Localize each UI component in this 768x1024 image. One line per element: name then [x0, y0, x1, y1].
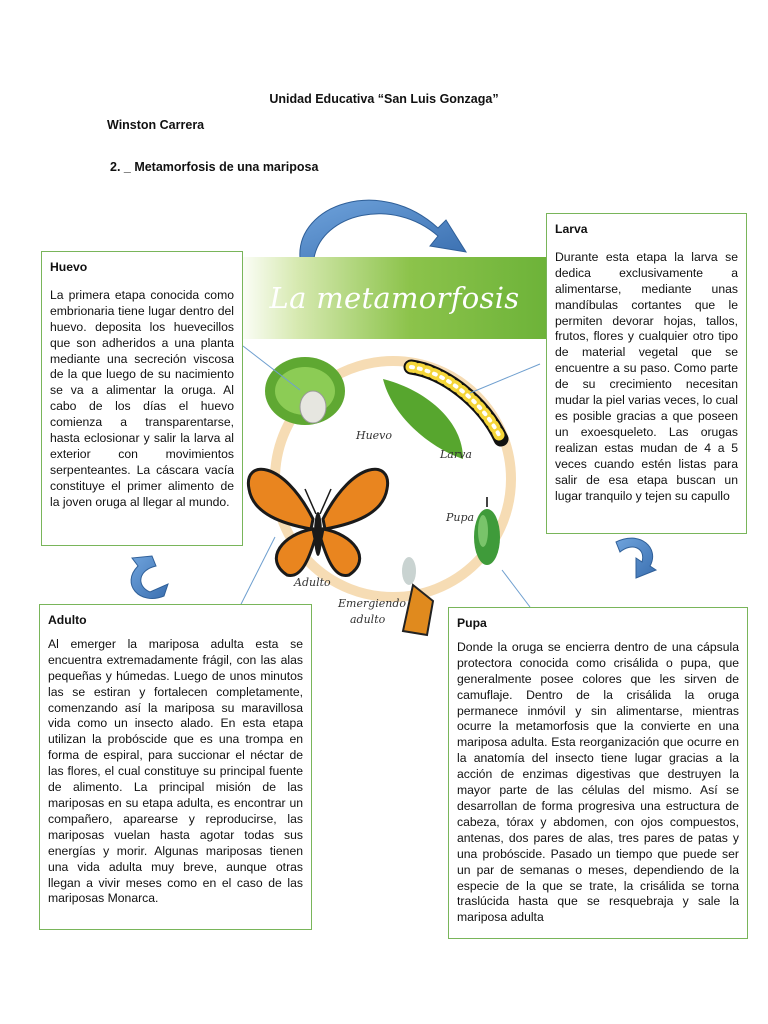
stage-label-emergiendo-adulto: adulto — [350, 613, 386, 626]
pupa-box-text: Donde la oruga se encierra dentro de una cápsula protectora conocida como crisálida o pupa, que generalmente posee colores que les sirven de camuflaje. Dentro de la crisálida la oruga permanece inmóvil y sin alimentarse, mientras ocurre la metamorfosis que la convierte en una mariposa adulta. Esta reorganización que ocurre en la anatomía del insecto tiene lugar gracias a la acción de enzimas digestivas que destruyen la mayor parte de las células del mismo. Así se desarrollan de forma progresiva una estructura de cabeza, tórax y abdomen, con ojos compuestos, antenas, dos pares de alas, tres pares de patas y una probóscide. Pasado un tiempo que puede ser un par de semanas o meses, dependiendo de la especie de la que se trate, la crisálida se torna traslúcida hasta que se resquebraja y sale la mariposa adulta — [457, 639, 739, 925]
left-curved-arrow-icon — [131, 556, 168, 599]
huevo-box-title: Huevo — [50, 260, 88, 274]
pupa-box — [448, 607, 748, 939]
adulto-box — [39, 604, 312, 930]
stage-label-larva: Larva — [440, 448, 472, 461]
top-curved-arrow-icon — [300, 200, 466, 258]
author-name: Winston Carrera — [107, 118, 205, 132]
huevo-box-text: La primera etapa conocida como embrionaria tiene lugar dentro del huevo. deposita los huevecillos que son adheridos a una planta mediante una secreción viscosa de la que luego de su nacimiento se va a alimentar la oruga. Al cabo de los días el huevo comienza a transparentarse, hasta eclosionar y salir la larva al exterior con movimientos serpenteantes. La cáscara vacía constituye el primer alimento de la joven oruga al llegar al mundo. — [50, 287, 234, 509]
larva-box-text: Durante esta etapa la larva se dedica exclusivamente a alimentarse, mediante unas mandíbulas cortantes que le permiten devorar hojas, tallos, frutos, flores y cualquier otro tipo de material vegetal que se encuentre a su paso. Como parte de su crecimiento necesitan mudar la piel varias veces, lo cual es posible gracias a que poseen un exoesqueleto. Las orugas realizan estas mudan de 4 a 5 veces cuando estén listas para salir de esa etapa buscan un lugar tranquilo y tejen su capullo — [555, 249, 738, 503]
pupa-box-title: Pupa — [457, 616, 487, 630]
chrysalis-icon — [474, 497, 500, 565]
caterpillar-icon — [383, 367, 501, 459]
monarch-butterfly-icon — [248, 469, 387, 575]
adulto-box-title: Adulto — [48, 613, 87, 627]
larva-box — [546, 213, 747, 534]
life-cycle-diagram — [243, 339, 546, 639]
stage-label-emergiendo: Emergiendo — [338, 597, 407, 610]
egg-on-leaf-icon — [265, 357, 345, 425]
stage-label-huevo: Huevo — [356, 429, 393, 442]
school-name: Unidad Educativa “San Luis Gonzaga” — [269, 92, 499, 106]
adulto-box-text: Al emerger la mariposa adulta esta se encuentra extremadamente frágil, con las alas pequeñas y húmedas. Luego de unos minutos las se estiran y fortalecen completamente, comenzando así la mariposa su maravillosa vida como un insecto alado. En esta etapa utilizan la probóscide que es una trompa en forma de espiral, para succionar el néctar de las flores, el cual constituye su principal fuente de alimento. La principal misión de las mariposas en su etapa adulta, es encontrar un compañero, aparearse y reproducirse, las mariposas vuelan hasta agotar todas sus energías y morir. Algunas mariposas tienen una vida adulta muy breve, aunque otras llegan a vivir meses como en el caso de las mariposas Monarca. — [48, 636, 303, 906]
huevo-box — [41, 251, 243, 546]
stage-label-adulto: Adulto — [294, 576, 331, 589]
larva-box-title: Larva — [555, 222, 588, 236]
section-title: 2. _ Metamorfosis de una mariposa — [110, 160, 319, 174]
right-curved-arrow-icon — [616, 538, 656, 578]
diagram-banner — [243, 257, 546, 339]
diagram-title: La metamorfosis — [269, 281, 520, 315]
stage-label-pupa: Pupa — [446, 511, 475, 524]
